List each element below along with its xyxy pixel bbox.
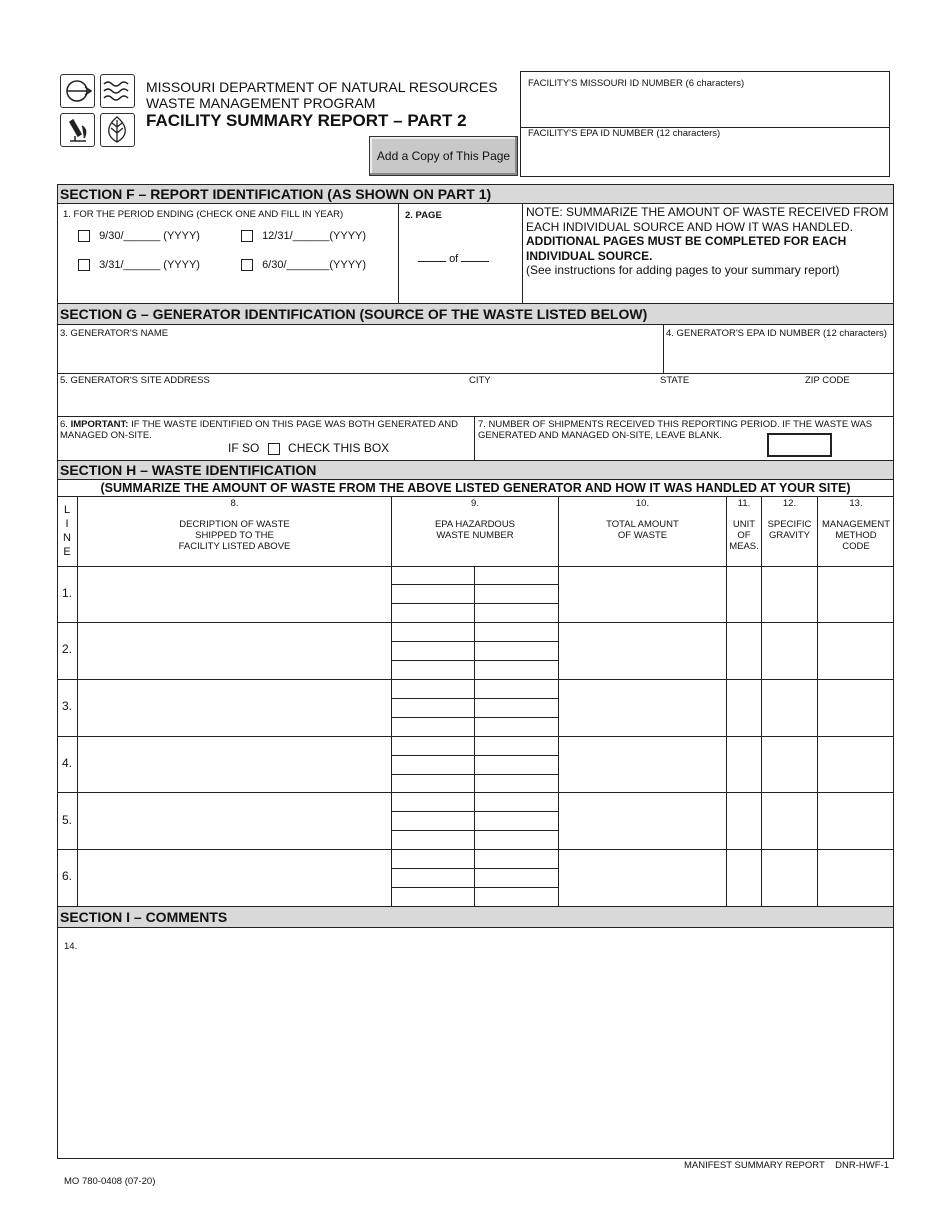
zip-label: ZIP CODE bbox=[805, 375, 850, 386]
section-h-title: SECTION H – WASTE IDENTIFICATION bbox=[57, 460, 894, 480]
water-waves-icon bbox=[100, 74, 135, 108]
line-header: L I N E bbox=[63, 504, 71, 558]
gen-name-field[interactable] bbox=[59, 342, 661, 372]
period-option-1231[interactable]: 12/31/______(YYYY) bbox=[241, 230, 366, 242]
checkbox-0930[interactable] bbox=[78, 230, 90, 242]
period-option-0331[interactable]: 3/31/______ (YYYY) bbox=[78, 259, 200, 271]
comments-number: 14. bbox=[64, 941, 78, 952]
site-address-field[interactable] bbox=[59, 389, 892, 415]
epa-id-field[interactable] bbox=[522, 142, 888, 176]
mo-id-label: FACILITY'S MISSOURI ID NUMBER (6 characters) bbox=[528, 78, 745, 89]
shipments-label: 7. NUMBER OF SHIPMENTS RECEIVED THIS REPORTING PERIOD. IF THE WASTE WAS GENERATED AND MANAGED ON-SITE, LEAVE BLANK. bbox=[478, 419, 873, 441]
mo-id-field[interactable] bbox=[522, 92, 888, 126]
table-row: 1. bbox=[62, 586, 73, 600]
col13-header: 13. MANAGEMENT METHOD CODE bbox=[821, 498, 891, 552]
section-h-subtitle: (SUMMARIZE THE AMOUNT OF WASTE FROM THE ABOVE LISTED GENERATOR AND HOW IT WAS HANDLED AT YOUR SITE) bbox=[100, 481, 851, 495]
program-name: WASTE MANAGEMENT PROGRAM bbox=[146, 95, 376, 111]
section-f-title: SECTION F – REPORT IDENTIFICATION (AS SHOWN ON PART 1) bbox=[57, 184, 894, 204]
col8-header: 8. DECRIPTION OF WASTE SHIPPED TO THE FACILITY LISTED ABOVE bbox=[178, 498, 291, 552]
page-title: FACILITY SUMMARY REPORT – PART 2 bbox=[146, 111, 467, 130]
period-label: 1. FOR THE PERIOD ENDING (CHECK ONE AND FILL IN YEAR) bbox=[63, 209, 344, 220]
table-row: 2. bbox=[62, 642, 73, 656]
page-of-field[interactable]: of bbox=[418, 253, 489, 265]
epa-id-label: FACILITY'S EPA ID NUMBER (12 characters) bbox=[528, 128, 721, 139]
col12-header: 12. SPECIFIC GRAVITY bbox=[767, 498, 812, 541]
period-option-0630[interactable]: 6/30/_______(YYYY) bbox=[241, 259, 366, 271]
col9-header: 9. EPA HAZARDOUS WASTE NUMBER bbox=[434, 498, 516, 541]
compass-icon bbox=[60, 74, 95, 108]
add-copy-button[interactable]: Add a Copy of This Page bbox=[369, 136, 518, 176]
table-row: 4. bbox=[62, 756, 73, 770]
footer-report-name: MANIFEST SUMMARY REPORT DNR-HWF-1 bbox=[684, 1160, 889, 1171]
onsite-checkbox[interactable] bbox=[268, 443, 280, 455]
table-row: 3. bbox=[62, 699, 73, 713]
checkbox-1231[interactable] bbox=[241, 230, 253, 242]
important-note: 6. IMPORTANT: IF THE WASTE IDENTIFIED ON THIS PAGE WAS BOTH GENERATED AND MANAGED ON-SITE. bbox=[60, 419, 458, 441]
dept-name: MISSOURI DEPARTMENT OF NATURAL RESOURCES bbox=[146, 79, 498, 95]
period-option-0930[interactable]: 9/30/______ (YYYY) bbox=[78, 230, 200, 242]
microscope-icon bbox=[60, 113, 95, 147]
checkbox-0331[interactable] bbox=[78, 259, 90, 271]
onsite-check[interactable]: IF SO CHECK THIS BOX bbox=[228, 441, 390, 455]
gen-epa-label: 4. GENERATOR'S EPA ID NUMBER (12 characters) bbox=[666, 328, 887, 339]
shipments-field[interactable] bbox=[767, 433, 832, 457]
dnr-logo bbox=[60, 74, 140, 150]
city-label: CITY bbox=[469, 375, 491, 386]
note-text: NOTE: SUMMARIZE THE AMOUNT OF WASTE RECEIVED FROM EACH INDIVIDUAL SOURCE AND HOW IT WAS HANDLED. ADDITIONAL PAGES MUST BE COMPLETED FOR EACH INDIVIDUAL SOURCE. (See instructions for adding pages to your summary report) bbox=[526, 205, 889, 277]
table-row: 6. bbox=[62, 869, 73, 883]
gen-name-label: 3. GENERATOR'S NAME bbox=[60, 328, 169, 339]
checkbox-0630[interactable] bbox=[241, 259, 253, 271]
footer-form-number: MO 780-0408 (07-20) bbox=[64, 1176, 156, 1187]
gen-epa-field[interactable] bbox=[666, 342, 892, 372]
section-g-title: SECTION G – GENERATOR IDENTIFICATION (SOURCE OF THE WASTE LISTED BELOW) bbox=[57, 303, 894, 325]
col10-header: 10. TOTAL AMOUNT OF WASTE bbox=[606, 498, 679, 541]
table-row: 5. bbox=[62, 813, 73, 827]
col11-header: 11. UNIT OF MEAS. bbox=[729, 498, 759, 552]
section-i-title: SECTION I – COMMENTS bbox=[57, 906, 894, 928]
state-label: STATE bbox=[660, 375, 690, 386]
page-label: 2. PAGE bbox=[405, 210, 442, 221]
leaf-icon bbox=[100, 113, 135, 147]
site-address-label: 5. GENERATOR'S SITE ADDRESS bbox=[60, 375, 210, 386]
comments-field[interactable] bbox=[59, 930, 892, 1157]
